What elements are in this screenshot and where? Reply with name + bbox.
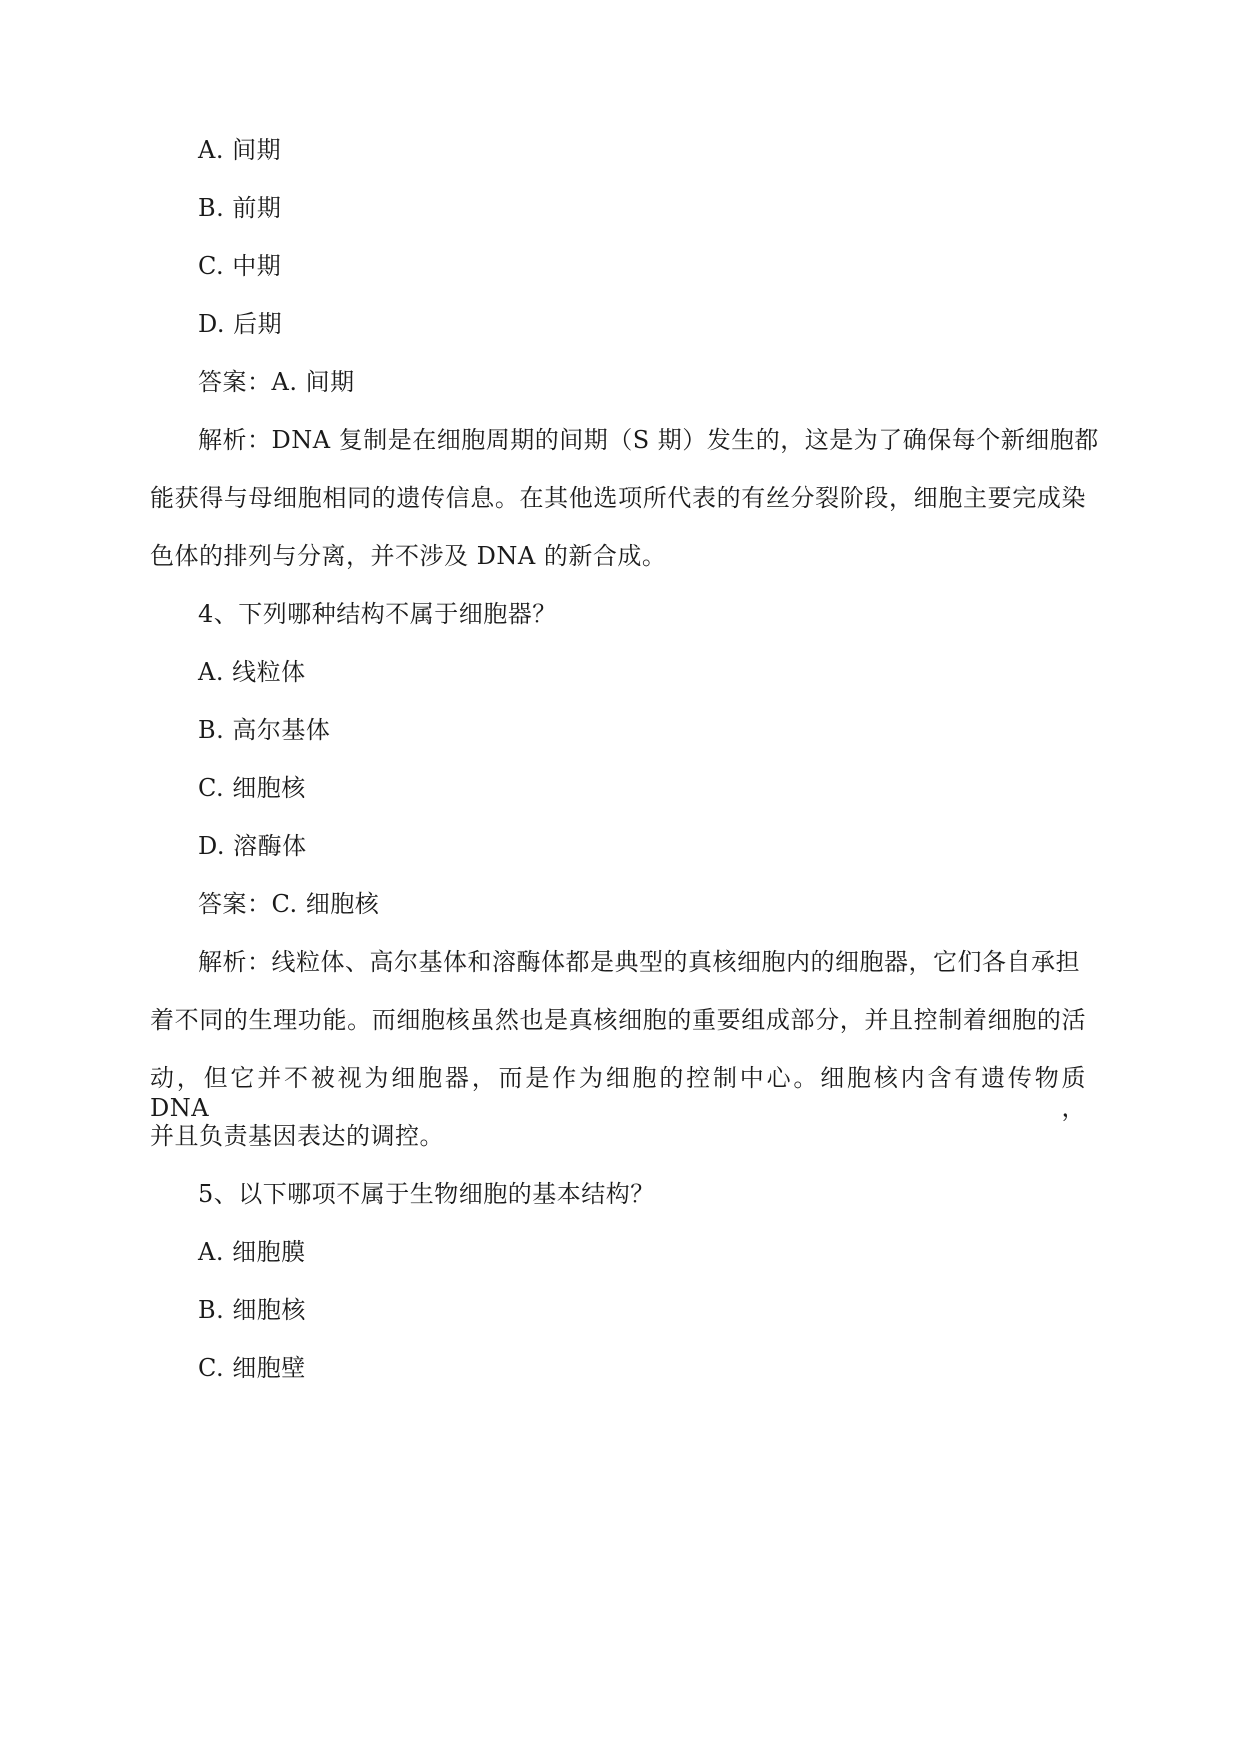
- q4-explanation-line-1: 解析：线粒体、高尔基体和溶酶体都是典型的真核细胞内的细胞器，它们各自承担: [198, 948, 1080, 976]
- q3-option-a: A. 间期: [198, 136, 282, 164]
- q5-option-b: B. 细胞核: [198, 1296, 306, 1324]
- q5-option-c: C. 细胞壁: [198, 1354, 306, 1382]
- q5-option-a: A. 细胞膜: [198, 1238, 306, 1266]
- q3-answer: 答案：A. 间期: [198, 368, 355, 396]
- q3-explanation-line-3: 色体的排列与分离，并不涉及 DNA 的新合成。: [150, 542, 667, 570]
- q3-option-c: C. 中期: [198, 252, 282, 280]
- q4-answer: 答案：C. 细胞核: [198, 890, 380, 918]
- q4-explanation-line-2: 着不同的生理功能。而细胞核虽然也是真核细胞的重要组成部分，并且控制着细胞的活: [150, 1006, 1086, 1034]
- q3-option-b: B. 前期: [198, 194, 282, 222]
- q4-option-b: B. 高尔基体: [198, 716, 331, 744]
- q4-option-d: D. 溶酶体: [198, 832, 307, 860]
- q3-explanation-line-2: 能获得与母细胞相同的遗传信息。在其他选项所代表的有丝分裂阶段，细胞主要完成染: [150, 484, 1086, 512]
- q4-explanation-line-4: 并且负责基因表达的调控。: [150, 1122, 444, 1150]
- q4-option-a: A. 线粒体: [198, 658, 306, 686]
- q4-option-c: C. 细胞核: [198, 774, 306, 802]
- q4-explanation-line-3: 动，但它并不被视为细胞器，而是作为细胞的控制中心。细胞核内含有遗传物质 DNA，: [150, 1064, 1086, 1122]
- q5-question: 5、以下哪项不属于生物细胞的基本结构？: [198, 1180, 655, 1208]
- q3-option-d: D. 后期: [198, 310, 283, 338]
- q4-question: 4、下列哪种结构不属于细胞器？: [198, 600, 557, 628]
- q3-explanation-line-1: 解析：DNA 复制是在细胞周期的间期（S 期）发生的，这是为了确保每个新细胞都: [198, 426, 1099, 454]
